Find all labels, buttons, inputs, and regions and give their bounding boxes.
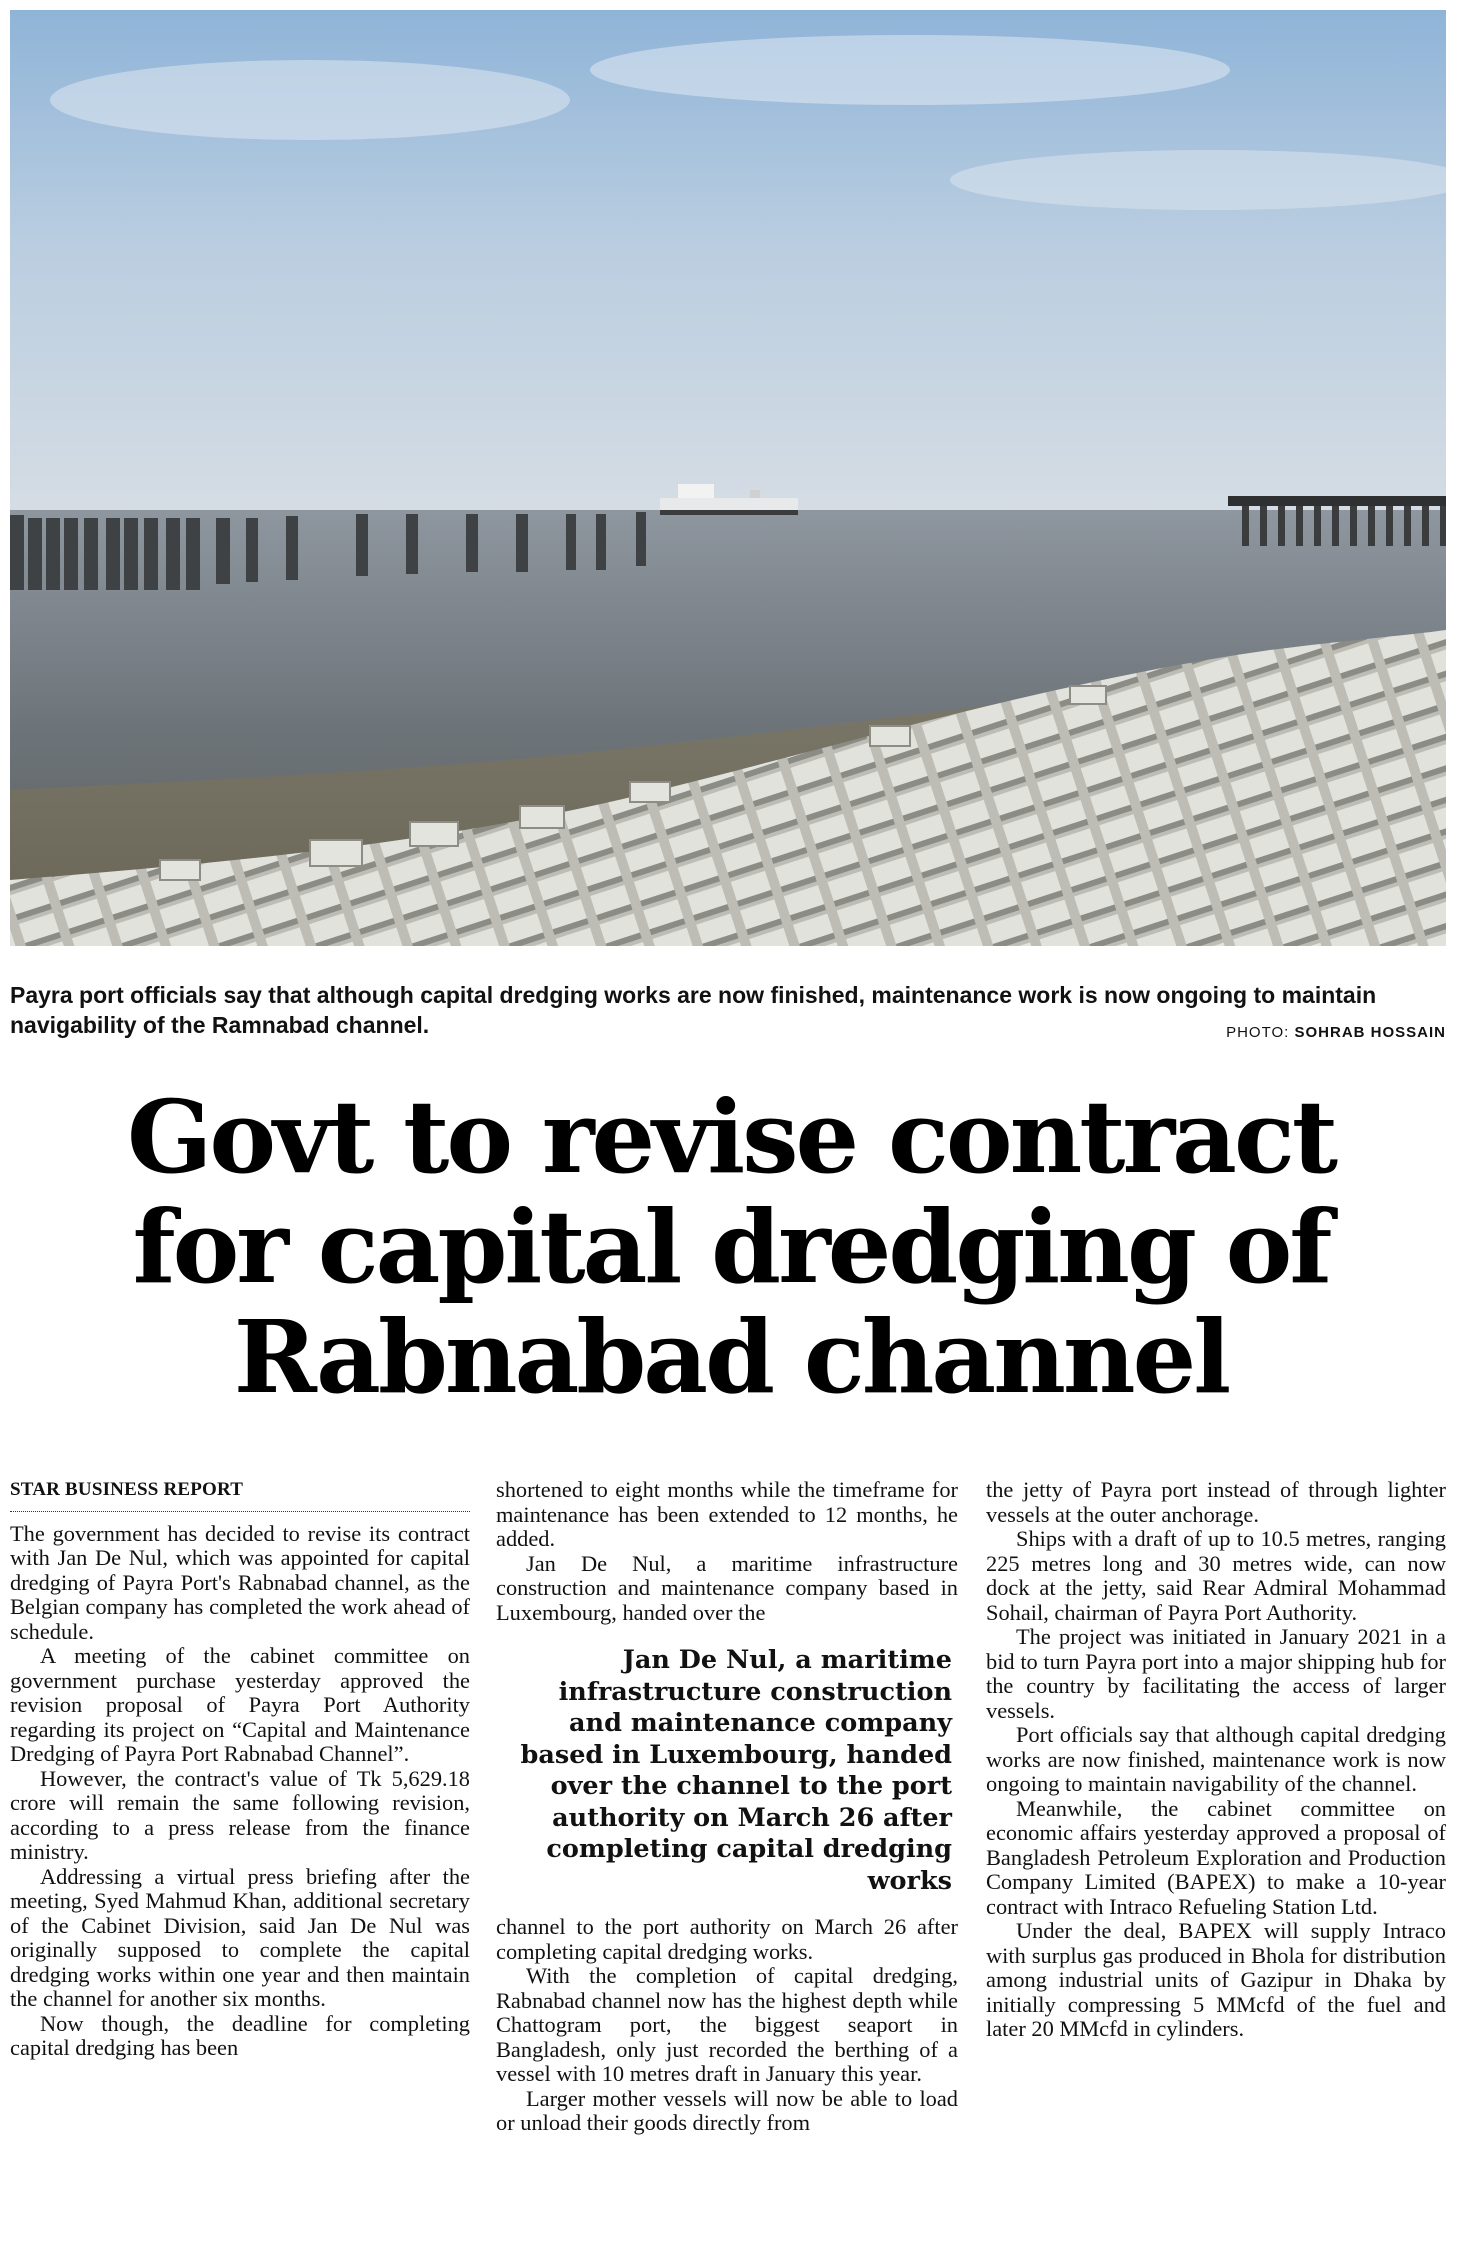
headline-line-2: for capital dredging of (132, 1188, 1330, 1306)
news-photo (10, 10, 1446, 946)
headline-line-3: Rabnabad channel (233, 1298, 1229, 1416)
photo-caption: Payra port officials say that although capital dredging works are now finished, maintenance work is now ongoing to maintain navigability of the Ramnabad channel. (10, 982, 1377, 1038)
paragraph: the jetty of Payra port instead of through lighter vessels at the outer anchorage. (986, 1477, 1446, 1527)
paragraph: Under the deal, BAPEX will supply Intraco with surplus gas produced in Bhola for distribution among industrial units of Gazipur in Dhaka by initially compressing 5 MMcfd of the fuel and later 20 MMcfd in cylinders. (986, 1918, 1446, 2041)
paragraph: However, the contract's value of Tk 5,629.18 crore will remain the same following revision, according to a press release from the finance ministry. (10, 1765, 470, 1864)
paragraph: Now though, the deadline for completing capital dredging has been (10, 2010, 470, 2060)
paragraph: Jan De Nul, a maritime infrastructure construction and maintenance company based in Luxembourg, handed over the (496, 1550, 958, 1625)
paragraph: Ships with a draft of up to 10.5 metres, ranging 225 metres long and 30 metres wide, can now dock at the jetty, said Rear Admiral Mohammad Sohail, chairman of Payra Port Authority. (986, 1526, 1446, 1625)
paragraph: Larger mother vessels will now be able to load or unload their goods directly from (496, 2085, 958, 2135)
paragraph: Meanwhile, the cabinet committee on economic affairs yesterday approved a proposal of Bangladesh Petroleum Exploration and Production Company Limited (BAPEX) to make a 10-year contract with Intraco Refueling Station Ltd. (986, 1795, 1446, 1919)
paragraph: A meeting of the cabinet committee on government purchase yesterday approved the revision proposal of Payra Port Authority regarding its project on “Capital and Maintenance Dredging of Payra Port Rabnabad Channel”. (10, 1643, 470, 1766)
credit-name: SOHRAB HOSSAIN (1294, 1024, 1446, 1041)
paragraph: Port officials say that although capital dredging works are now finished, maintenance work is now ongoing to maintain navigability of the channel. (986, 1722, 1446, 1796)
harbour-photo-illustration (10, 10, 1446, 946)
article-column-1 (10, 1478, 470, 2061)
paragraph: The government has decided to revise its contract with Jan De Nul, which was appointed for capital dredging of Payra Port's Rabnabad channel, as the Belgian company has completed the work ahead of schedule. (10, 1520, 470, 1644)
headline-line-1: Govt to revise contract (126, 1078, 1336, 1196)
paragraph: shortened to eight months while the timeframe for maintenance has been extended to 12 months, he added. (496, 1477, 958, 1551)
paragraph: Addressing a virtual press briefing after the meeting, Syed Mahmud Khan, additional secretary of the Cabinet Division, said Jan De Nul was originally supposed to complete the capital dredging works within one year and then maintain the channel for another six months. (10, 1863, 470, 2011)
headline (0, 1078, 1462, 1416)
paragraph: The project was initiated in January 2021 in a bid to turn Payra port into a major shipping hub for the country by facilitating the access of larger vessels. (986, 1624, 1446, 1723)
article-column-2 (496, 1478, 958, 2136)
paragraph: channel to the port authority on March 26 after completing capital dredging works. (496, 1914, 958, 1964)
paragraph: With the completion of capital dredging, Rabnabad channel now has the highest depth while Chattogram port, the biggest seaport in Bangladesh, only just recorded the berthing of a vessel with 10 metres draft in January this year. (496, 1963, 958, 2086)
pull-quote: Jan De Nul, a maritime infrastructure construction and maintenance company based in Luxembourg, handed over the channel to the port authority on March 26 after completing capital dredging works (520, 1645, 952, 1896)
photo-credit (1226, 1024, 1446, 1041)
article-column-3 (986, 1478, 1446, 2042)
credit-label: PHOTO: (1226, 1024, 1295, 1041)
byline: STAR BUSINESS REPORT (10, 1478, 470, 1512)
